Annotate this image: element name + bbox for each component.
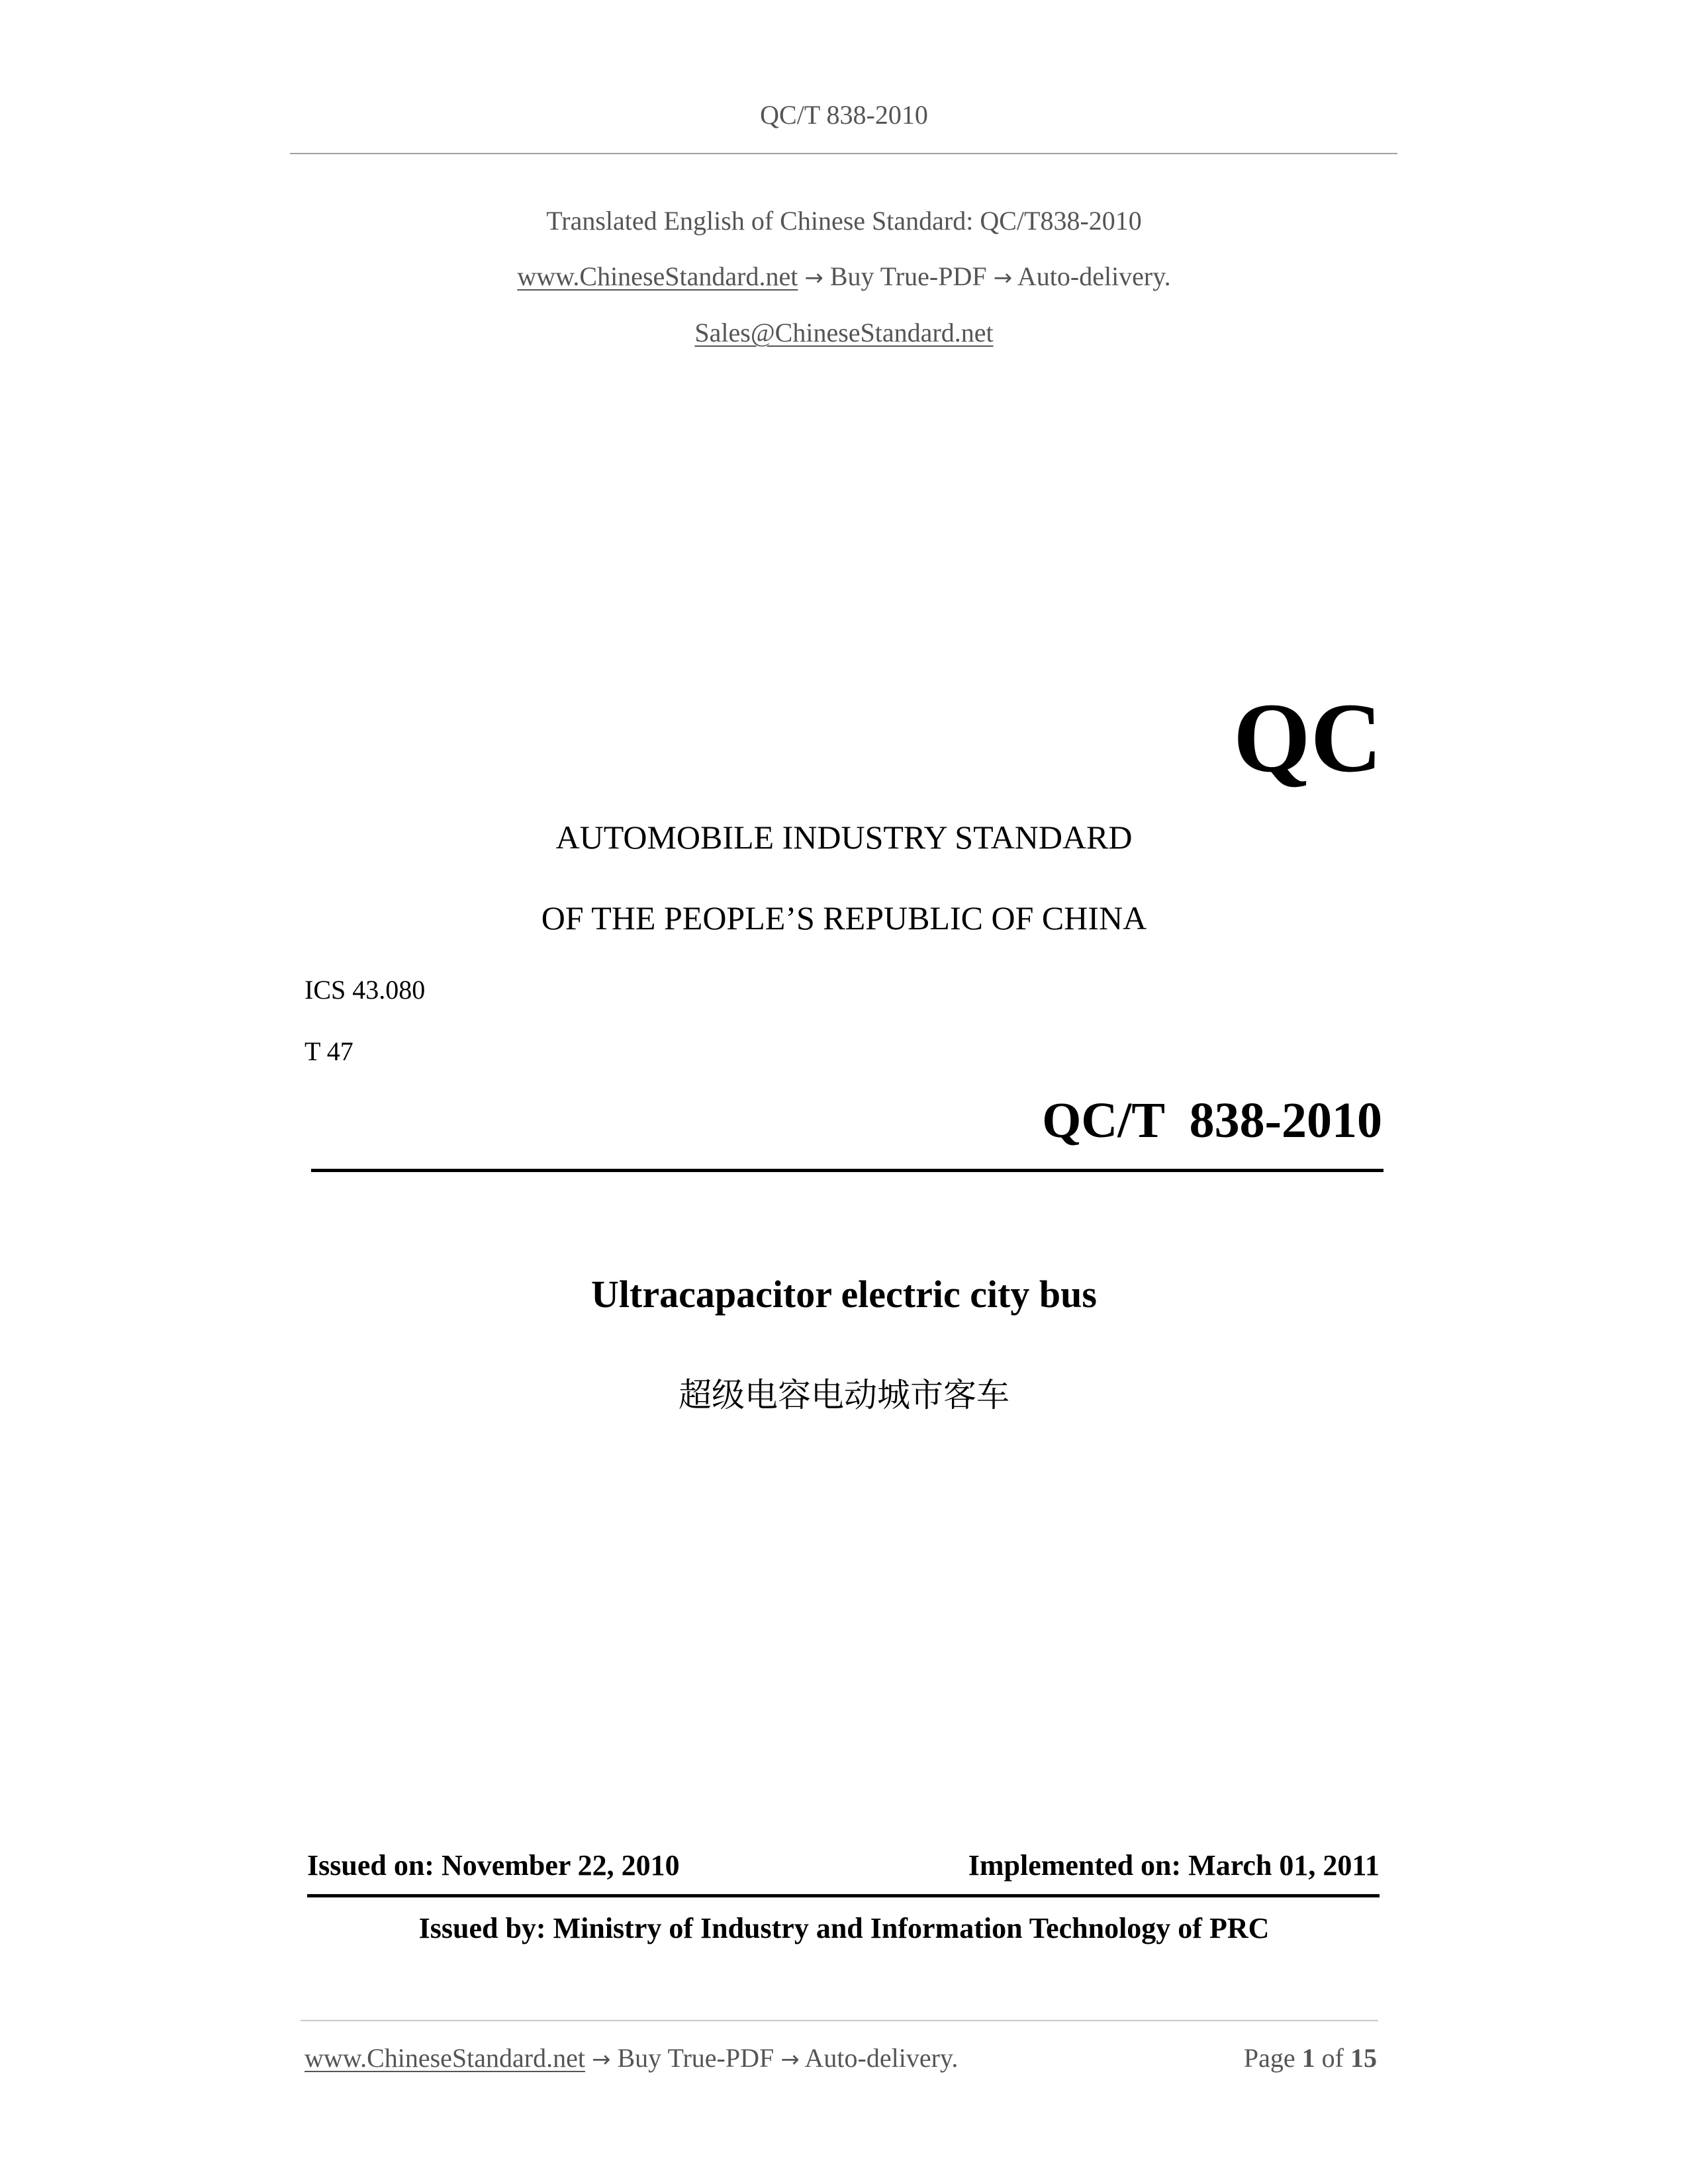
site-link[interactable]: www.ChineseStandard.net <box>517 261 798 291</box>
document-title: Ultracapacitor electric city bus <box>591 1273 1097 1316</box>
page-of: of <box>1321 2043 1344 2073</box>
page-total: 15 <box>1350 2043 1377 2073</box>
footer-site-link[interactable]: www.ChineseStandard.net <box>305 2043 585 2073</box>
ics-code: ICS 43.080 <box>305 975 426 1005</box>
purchase-line <box>0 261 1688 292</box>
arrow-right-icon: → <box>780 2046 800 2073</box>
dates-divider <box>307 1894 1380 1897</box>
sales-line <box>0 317 1688 348</box>
page-current: 1 <box>1301 2043 1315 2073</box>
delivery-text: Auto-delivery. <box>1017 261 1171 291</box>
header-divider <box>290 153 1397 154</box>
page-label: Page <box>1243 2043 1295 2073</box>
issued-on-date: Issued on: November 22, 2010 <box>307 1849 680 1882</box>
standard-number: QC/T 838-2010 <box>1042 1093 1382 1148</box>
arrow-right-icon: → <box>591 2046 611 2073</box>
buy-text: Buy True-PDF <box>829 261 987 291</box>
running-header-title: QC/T 838-2010 <box>760 100 928 130</box>
standard-org-line-2: OF THE PEOPLE’S REPUBLIC OF CHINA <box>541 899 1147 936</box>
implemented-on-date: Implemented on: March 01, 2011 <box>968 1849 1380 1882</box>
classification-code: T 47 <box>305 1036 353 1066</box>
arrow-right-icon: → <box>804 265 823 291</box>
standard-logo-text: QC <box>1233 683 1382 793</box>
document-title-chinese: 超级电容电动城市客车 <box>679 1376 1009 1414</box>
footer-divider <box>301 2020 1378 2021</box>
footer-purchase-line <box>305 2042 958 2073</box>
footer-delivery-text: Auto-delivery. <box>804 2043 959 2073</box>
arrow-right-icon: → <box>993 265 1013 291</box>
title-divider <box>311 1169 1383 1172</box>
standard-org-line-1: AUTOMOBILE INDUSTRY STANDARD <box>555 819 1133 856</box>
page-indicator <box>1244 2042 1377 2073</box>
translated-notice: Translated English of Chinese Standard: QC/T838-2010 <box>546 206 1142 236</box>
footer-buy-text: Buy True-PDF <box>617 2043 774 2073</box>
sales-email-link[interactable]: Sales@ChineseStandard.net <box>694 318 994 347</box>
issuing-authority: Issued by: Ministry of Industry and Information Technology of PRC <box>418 1912 1270 1944</box>
